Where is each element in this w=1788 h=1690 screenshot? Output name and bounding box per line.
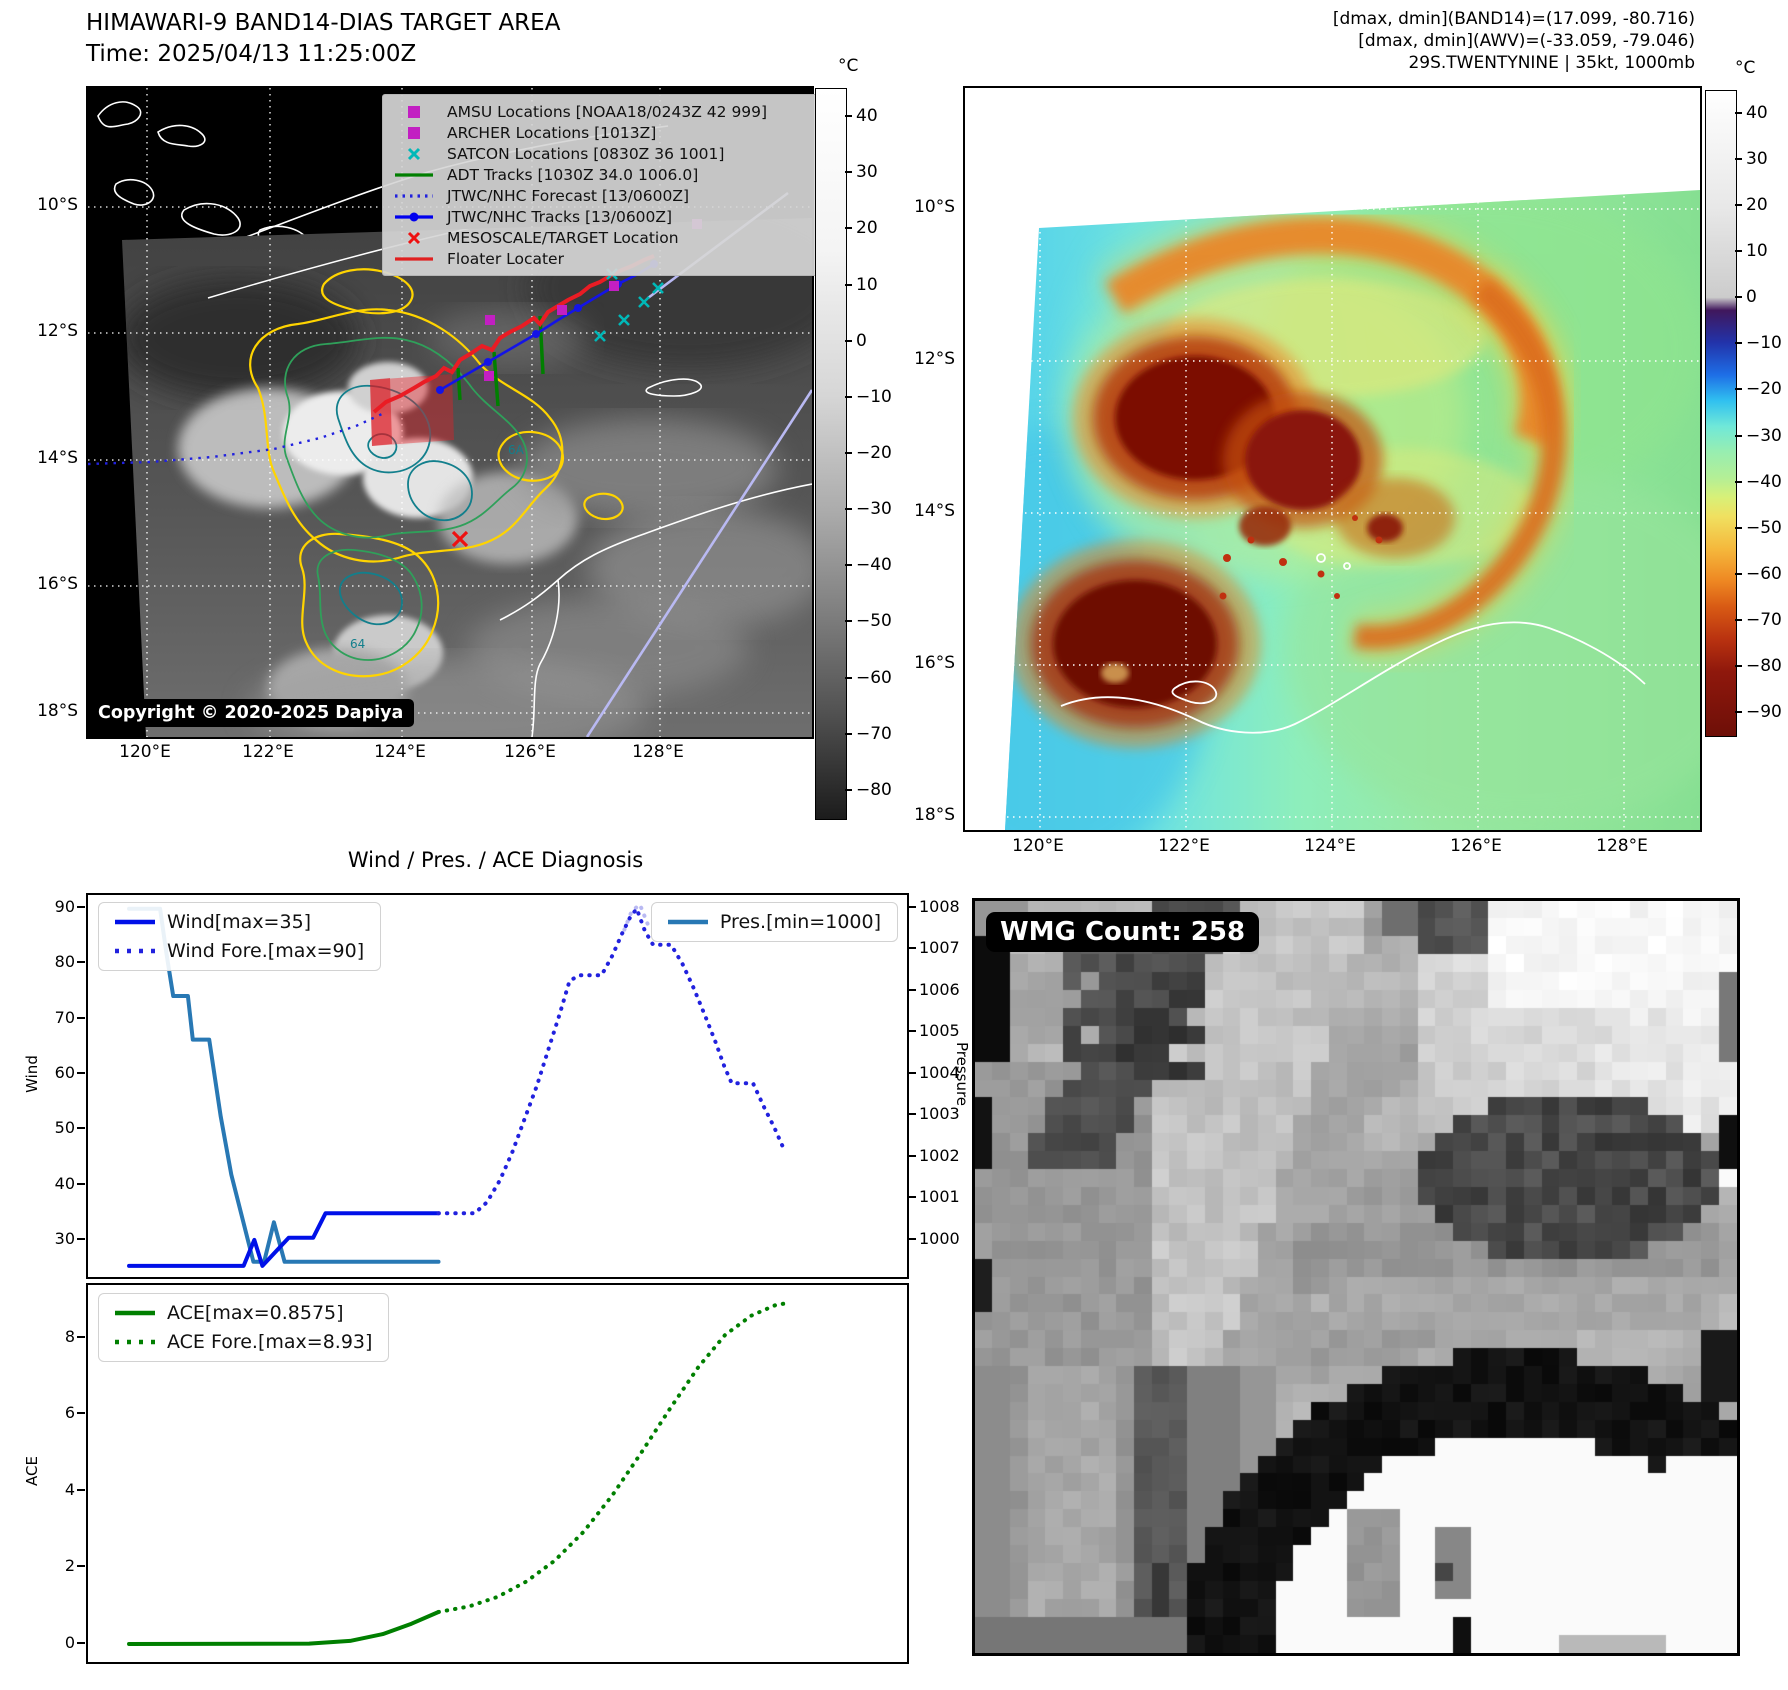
pressure-legend-label: Pres.[min=1000] (719, 911, 881, 933)
map-legend-item (391, 206, 821, 227)
x-icon (391, 230, 437, 246)
chart-tick-label: 6 (64, 1403, 75, 1423)
lat-tick-label: 16°S (914, 653, 955, 673)
chart-tick-mark (908, 989, 916, 991)
lat-tick-label: 12°S (914, 349, 955, 369)
map-legend-item (391, 122, 821, 143)
colorbar-tick-label: 10 (1746, 241, 1768, 262)
colorbar-tick-mark (1735, 573, 1742, 575)
chart-tick-label: 1001 (919, 1187, 960, 1207)
colorbar-tick-mark (1735, 204, 1742, 206)
legend-item-label: SATCON Locations [0830Z 36 1001] (447, 144, 725, 163)
chart-tick-mark (77, 1489, 85, 1491)
map-legend-item (391, 164, 821, 185)
series-ace-max-0-8575- (129, 1612, 439, 1644)
diagnosis-title: Wind / Pres. / ACE Diagnosis (347, 848, 644, 872)
colorbar-tick-label: −40 (856, 555, 892, 576)
right-colorbar (1705, 90, 1737, 737)
x-icon (391, 146, 437, 162)
right-colorbar-unit: °C (1735, 58, 1756, 78)
left-map-time: Time: 2025/04/13 11:25:00Z (86, 41, 417, 67)
map-legend-item (391, 248, 821, 269)
map-legend-item (391, 143, 821, 164)
colorbar-tick-mark (845, 452, 852, 454)
chart-tick-mark (77, 906, 85, 908)
chart-tick-label: 4 (64, 1479, 75, 1499)
wind-solid-line-icon (115, 918, 155, 926)
lon-tick-label: 128°E (1596, 836, 1648, 856)
colorbar-tick-label: −80 (1746, 655, 1782, 676)
colorbar-tick-mark (1735, 435, 1742, 437)
legend-item-label: JTWC/NHC Tracks [13/0600Z] (447, 207, 673, 226)
colorbar-tick-mark (845, 171, 852, 173)
line-dot-icon (391, 209, 437, 225)
ace-legend-row (115, 1302, 372, 1324)
chart-tick-label: 1004 (919, 1062, 960, 1082)
colorbar-tick-label: 20 (856, 218, 878, 239)
legend-item-label: JTWC/NHC Forecast [13/0600Z] (447, 186, 690, 205)
colorbar-tick-label: −40 (1746, 471, 1782, 492)
colorbar-tick-label: 30 (856, 162, 878, 183)
lon-tick-label: 124°E (374, 742, 426, 762)
colorbar-tick-label: −30 (1746, 425, 1782, 446)
colorbar-tick-mark (1735, 158, 1742, 160)
legend-marker-square-icon (391, 104, 437, 120)
lat-tick-label: 10°S (914, 197, 955, 217)
ace-legend (98, 1293, 389, 1362)
legend-item-label: ARCHER Locations [1013Z] (447, 123, 657, 142)
colorbar-tick-label: −10 (856, 386, 892, 407)
left-map-legend (382, 94, 834, 276)
lon-tick-label: 126°E (1450, 836, 1502, 856)
chart-tick-mark (77, 961, 85, 963)
square-icon (391, 125, 437, 141)
legend-item-label: Floater Locater (447, 249, 564, 268)
chart-tick-mark (908, 906, 916, 908)
colorbar-tick-label: −90 (1746, 701, 1782, 722)
ace-fore-legend-label: ACE Fore.[max=8.93] (167, 1331, 373, 1353)
chart-tick-mark (908, 1072, 916, 1074)
pressure-legend (651, 902, 898, 942)
lat-tick-label: 14°S (914, 501, 955, 521)
wmg-panel (972, 898, 1740, 1656)
chart-tick-mark (908, 1155, 916, 1157)
chart-tick-label: 1006 (919, 979, 960, 999)
chart-tick-mark (77, 1412, 85, 1414)
chart-tick-mark (77, 1565, 85, 1567)
chart-tick-label: 70 (54, 1007, 75, 1027)
colorbar-tick-label: −70 (856, 723, 892, 744)
lat-tick-label: 10°S (37, 195, 78, 215)
chart-tick-label: 1003 (919, 1104, 960, 1124)
colorbar-tick-label: −60 (1746, 563, 1782, 584)
colorbar-tick-label: 0 (1746, 287, 1757, 308)
colorbar-tick-label: 0 (856, 330, 867, 351)
chart-tick-label: 2 (64, 1556, 75, 1576)
pressure-solid-line-icon (668, 918, 708, 926)
colorbar-tick-label: −30 (856, 499, 892, 520)
colorbar-tick-mark (845, 508, 852, 510)
colorbar-tick-mark (845, 340, 852, 342)
lat-tick-label: 16°S (37, 574, 78, 594)
legend-item-label: AMSU Locations [NOAA18/0243Z 42 999] (447, 102, 768, 121)
colorbar-tick-mark (1735, 665, 1742, 667)
colorbar-tick-label: −20 (1746, 379, 1782, 400)
right-map-header (1095, 8, 1695, 74)
ace-legend-label: ACE[max=0.8575] (167, 1302, 344, 1324)
colorbar-tick-label: −60 (856, 667, 892, 688)
chart-tick-mark (77, 1336, 85, 1338)
dotted-icon (391, 188, 437, 204)
chart-tick-label: 40 (54, 1173, 75, 1193)
series-ace-fore-max-8-93- (439, 1303, 789, 1612)
colorbar-tick-mark (1735, 388, 1742, 390)
colorbar-tick-label: 30 (1746, 149, 1768, 170)
colorbar-tick-mark (1735, 112, 1742, 114)
chart-tick-mark (77, 1183, 85, 1185)
chart-tick-label: 1007 (919, 938, 960, 958)
ace-dotted-line-icon (115, 1338, 155, 1346)
chart-tick-mark (77, 1238, 85, 1240)
lon-tick-label: 120°E (119, 742, 171, 762)
colorbar-tick-label: 10 (856, 274, 878, 295)
chart-tick-mark (908, 1030, 916, 1032)
colorbar-tick-mark (845, 227, 852, 229)
colorbar-tick-mark (1735, 296, 1742, 298)
lon-tick-label: 124°E (1304, 836, 1356, 856)
colorbar-tick-label: −70 (1746, 609, 1782, 630)
lat-tick-label: 12°S (37, 321, 78, 341)
square-icon (391, 104, 437, 120)
chart-tick-mark (77, 1127, 85, 1129)
colorbar-tick-mark (845, 677, 852, 679)
legend-marker-x-icon (391, 230, 437, 246)
lon-tick-label: 120°E (1012, 836, 1064, 856)
colorbar-tick-mark (1735, 619, 1742, 621)
wmg-count-badge: WMG Count: 258 (986, 912, 1259, 952)
wmg-microwave-image (975, 901, 1737, 1653)
map-legend-item (391, 227, 821, 248)
red-target-box-inner (370, 378, 392, 446)
colorbar-tick-mark (1735, 481, 1742, 483)
pressure-legend-row (668, 911, 881, 933)
chart-tick-label: 30 (54, 1229, 75, 1248)
chart-tick-mark (77, 1017, 85, 1019)
chart-tick-label: 1005 (919, 1021, 960, 1041)
line-icon (391, 251, 437, 267)
colorbar-tick-mark (1735, 527, 1742, 529)
colorbar-tick-label: 40 (1746, 103, 1768, 124)
colorbar-tick-mark (845, 789, 852, 791)
header-dmax-awv: [dmax, dmin](AWV)=(-33.059, -79.046) (1358, 31, 1695, 51)
colorbar-tick-mark (845, 115, 852, 117)
colorbar-tick-mark (1735, 342, 1742, 344)
chart-tick-label: 1008 (919, 896, 960, 916)
chart-tick-label: 8 (64, 1326, 75, 1346)
colorbar-tick-label: 20 (1746, 195, 1768, 216)
left-map-title-block (86, 8, 560, 70)
wind-legend (98, 902, 381, 971)
legend-marker-x-icon (391, 146, 437, 162)
wind-fore-legend-row (115, 940, 364, 962)
map-legend-item (391, 101, 821, 122)
legend-item-label: ADT Tracks [1030Z 34.0 1006.0] (447, 165, 699, 184)
left-map-title: HIMAWARI-9 BAND14-DIAS TARGET AREA (86, 10, 561, 36)
chart-tick-label: 1002 (919, 1145, 960, 1165)
chart-tick-label: 80 (54, 952, 75, 972)
colorbar-tick-mark (1735, 711, 1742, 713)
ace-solid-line-icon (115, 1309, 155, 1317)
colorbar-tick-mark (845, 396, 852, 398)
colorbar-tick-label: −20 (856, 443, 892, 463)
colorbar-tick-label: −50 (1746, 517, 1782, 538)
colorbar-tick-mark (1735, 250, 1742, 252)
lon-tick-label: 126°E (504, 742, 556, 762)
chart-tick-mark (908, 1113, 916, 1115)
left-colorbar-unit: °C (838, 56, 859, 76)
colorbar-tick-label: 40 (856, 106, 878, 127)
legend-marker-line-icon (391, 251, 437, 267)
storm-core-annotation-1: 6A (508, 443, 524, 457)
lon-tick-label: 128°E (632, 742, 684, 762)
lat-tick-label: 18°S (914, 805, 955, 825)
chart-tick-mark (77, 1642, 85, 1644)
chart-tick-mark (908, 1238, 916, 1240)
chart-tick-label: 60 (54, 1062, 75, 1082)
colorbar-tick-mark (845, 733, 852, 735)
chart-tick-label: 1000 (919, 1229, 960, 1248)
colorbar-tick-mark (845, 284, 852, 286)
line-icon (391, 167, 437, 183)
lat-tick-label: 18°S (37, 701, 78, 721)
chart-tick-mark (908, 1196, 916, 1198)
chart-tick-mark (77, 1072, 85, 1074)
colorbar-tick-label: −50 (856, 611, 892, 632)
wind-axis-label: Wind (23, 1055, 41, 1093)
colorbar-tick-label: −10 (1746, 333, 1782, 354)
copyright-badge: Copyright © 2020-2025 Dapiya (87, 699, 414, 727)
legend-marker-line-icon (391, 167, 437, 183)
ace-fore-legend-row (115, 1331, 372, 1353)
colorbar-tick-label: −80 (856, 779, 892, 800)
lon-tick-label: 122°E (242, 742, 294, 762)
chart-tick-label: 0 (64, 1632, 75, 1652)
storm-core-annotation-2: 64 (350, 637, 366, 651)
colorbar-tick-mark (845, 564, 852, 566)
wind-dotted-line-icon (115, 947, 155, 955)
series-wind-fore-max-90- (439, 909, 785, 1214)
chart-tick-label: 50 (54, 1118, 75, 1138)
legend-marker-square-icon (391, 125, 437, 141)
colorbar-tick-mark (845, 620, 852, 622)
awv-satellite-map (963, 86, 1702, 832)
lon-tick-label: 122°E (1158, 836, 1210, 856)
left-colorbar (815, 88, 847, 820)
map-legend-item (391, 185, 821, 206)
chart-tick-mark (908, 947, 916, 949)
wind-legend-row (115, 911, 364, 933)
ace-axis-label: ACE (23, 1456, 41, 1486)
header-dmax-band14: [dmax, dmin](BAND14)=(17.099, -80.716) (1332, 9, 1695, 29)
legend-marker-line-dot-icon (391, 209, 437, 225)
chart-tick-label: 90 (54, 896, 75, 916)
legend-item-label: MESOSCALE/TARGET Location (447, 228, 679, 247)
pressure-axis-label: Pressure (953, 1041, 971, 1107)
lat-tick-label: 14°S (37, 448, 78, 468)
legend-marker-dotted-icon (391, 188, 437, 204)
wind-legend-label: Wind[max=35] (167, 911, 312, 933)
header-storm-id: 29S.TWENTYNINE | 35kt, 1000mb (1408, 53, 1695, 73)
wind-fore-legend-label: Wind Fore.[max=90] (167, 940, 365, 962)
